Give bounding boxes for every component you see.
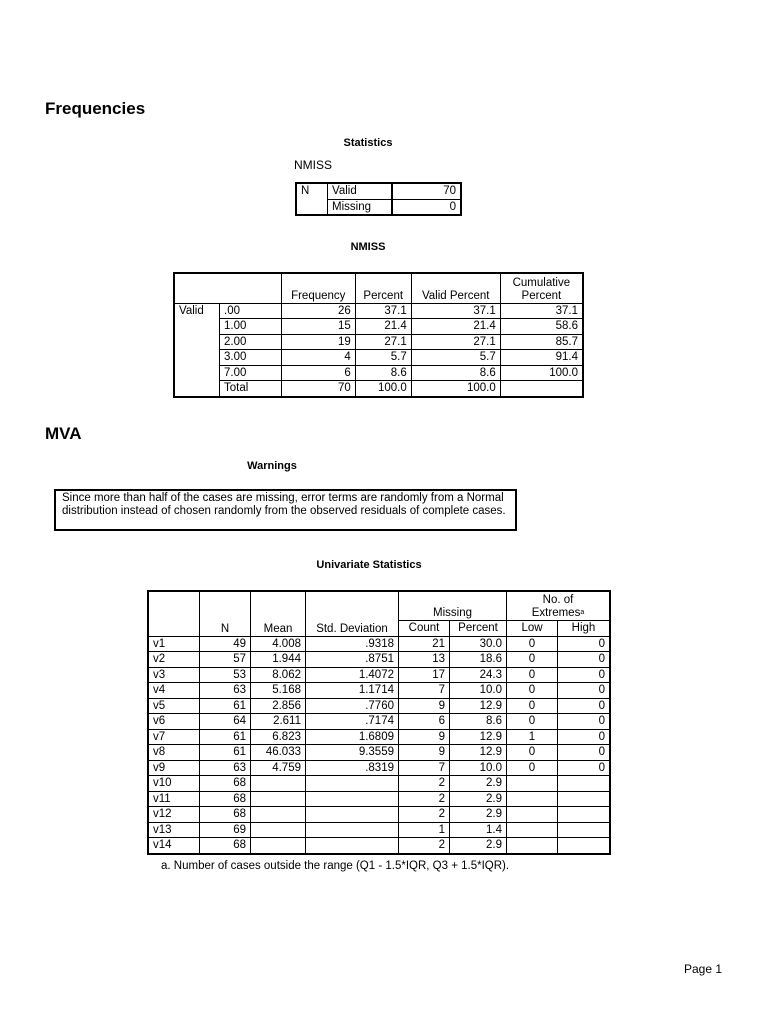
nmiss-header-percent: Percent bbox=[355, 273, 411, 303]
univariate-row bbox=[148, 698, 610, 714]
univariate-footnote: a. Number of cases outside the range (Q1 - 1.5*IQR, Q3 + 1.5*IQR). bbox=[161, 860, 510, 872]
univariate-cell-count: 9 bbox=[399, 729, 450, 745]
univariate-cell-percent: 18.6 bbox=[450, 652, 507, 668]
nmiss-cell-cumulative: 58.6 bbox=[500, 319, 583, 335]
univariate-row bbox=[148, 667, 610, 683]
univariate-cell-high: 0 bbox=[558, 652, 611, 668]
univariate-row-label: v3 bbox=[148, 667, 200, 683]
univariate-cell-std: .7760 bbox=[306, 698, 399, 714]
univariate-cell-low: 0 bbox=[507, 667, 558, 683]
univariate-cell-count: 6 bbox=[399, 714, 450, 730]
univariate-row-label: v12 bbox=[148, 807, 200, 823]
univariate-cell-high bbox=[558, 791, 611, 807]
univariate-row-label: v4 bbox=[148, 683, 200, 699]
nmiss-row-label: 2.00 bbox=[220, 334, 282, 350]
nmiss-group-label: Valid bbox=[174, 303, 220, 397]
univariate-cell-mean: 2.611 bbox=[251, 714, 306, 730]
nmiss-row bbox=[174, 319, 583, 335]
univariate-cell-n: 68 bbox=[200, 776, 251, 792]
nmiss-cell-frequency: 26 bbox=[281, 303, 355, 319]
univariate-cell-mean bbox=[251, 838, 306, 854]
nmiss-header-valid-percent: Valid Percent bbox=[411, 273, 500, 303]
nmiss-cell-valid-percent: 27.1 bbox=[411, 334, 500, 350]
univariate-cell-mean: 4.008 bbox=[251, 636, 306, 652]
univariate-cell-std: .8751 bbox=[306, 652, 399, 668]
univariate-row bbox=[148, 791, 610, 807]
univariate-cell-n: 49 bbox=[200, 636, 251, 652]
univariate-cell-mean: 2.856 bbox=[251, 698, 306, 714]
nmiss-cell-cumulative bbox=[500, 381, 583, 397]
univariate-caption: Univariate Statistics bbox=[316, 559, 422, 571]
univariate-cell-percent: 10.0 bbox=[450, 760, 507, 776]
univariate-row-label: v14 bbox=[148, 838, 200, 854]
univariate-header-missing: Missing bbox=[399, 591, 507, 621]
univariate-row bbox=[148, 776, 610, 792]
univariate-cell-std: 1.1714 bbox=[306, 683, 399, 699]
nmiss-header-cumulative-line1: Cumulative bbox=[512, 276, 571, 289]
univariate-header-low: Low bbox=[507, 621, 558, 637]
univariate-cell-std: .7174 bbox=[306, 714, 399, 730]
univariate-cell-std bbox=[306, 822, 399, 838]
univariate-cell-high bbox=[558, 776, 611, 792]
univariate-header-n: N bbox=[200, 591, 251, 636]
univariate-cell-count: 17 bbox=[399, 667, 450, 683]
univariate-row-label: v8 bbox=[148, 745, 200, 761]
univariate-cell-low: 1 bbox=[507, 729, 558, 745]
univariate-header-count: Count bbox=[399, 621, 450, 637]
univariate-cell-std: .9318 bbox=[306, 636, 399, 652]
univariate-cell-mean: 46.033 bbox=[251, 745, 306, 761]
univariate-cell-n: 64 bbox=[200, 714, 251, 730]
univariate-cell-low bbox=[507, 838, 558, 854]
nmiss-row-label: .00 bbox=[220, 303, 282, 319]
univariate-cell-n: 53 bbox=[200, 667, 251, 683]
univariate-cell-percent: 12.9 bbox=[450, 745, 507, 761]
univariate-cell-percent: 8.6 bbox=[450, 714, 507, 730]
univariate-cell-low bbox=[507, 822, 558, 838]
univariate-cell-n: 63 bbox=[200, 683, 251, 699]
univariate-cell-low: 0 bbox=[507, 714, 558, 730]
univariate-cell-count: 13 bbox=[399, 652, 450, 668]
statistics-caption: Statistics bbox=[343, 137, 393, 149]
univariate-cell-high: 0 bbox=[558, 636, 611, 652]
univariate-cell-mean bbox=[251, 807, 306, 823]
univariate-cell-std bbox=[306, 776, 399, 792]
univariate-cell-std: .8319 bbox=[306, 760, 399, 776]
univariate-header-mean: Mean bbox=[251, 591, 306, 636]
univariate-cell-count: 9 bbox=[399, 745, 450, 761]
univariate-cell-mean bbox=[251, 822, 306, 838]
univariate-cell-high bbox=[558, 838, 611, 854]
univariate-cell-low: 0 bbox=[507, 745, 558, 761]
statistics-table bbox=[295, 182, 462, 216]
nmiss-row bbox=[174, 303, 583, 319]
univariate-cell-percent: 30.0 bbox=[450, 636, 507, 652]
univariate-cell-high: 0 bbox=[558, 745, 611, 761]
univariate-cell-mean: 1.944 bbox=[251, 652, 306, 668]
univariate-cell-mean: 8.062 bbox=[251, 667, 306, 683]
univariate-cell-low: 0 bbox=[507, 636, 558, 652]
univariate-cell-n: 61 bbox=[200, 745, 251, 761]
univariate-cell-percent: 1.4 bbox=[450, 822, 507, 838]
univariate-cell-mean: 5.168 bbox=[251, 683, 306, 699]
univariate-cell-percent: 2.9 bbox=[450, 791, 507, 807]
univariate-row-label: v7 bbox=[148, 729, 200, 745]
univariate-row bbox=[148, 652, 610, 668]
univariate-row bbox=[148, 683, 610, 699]
univariate-header-percent: Percent bbox=[450, 621, 507, 637]
univariate-cell-count: 2 bbox=[399, 776, 450, 792]
univariate-cell-std bbox=[306, 791, 399, 807]
univariate-cell-count: 7 bbox=[399, 683, 450, 699]
univariate-header-std: Std. Deviation bbox=[306, 591, 399, 636]
univariate-row-label: v1 bbox=[148, 636, 200, 652]
univariate-cell-low bbox=[507, 807, 558, 823]
nmiss-caption: NMISS bbox=[350, 241, 386, 253]
univariate-header-extremes bbox=[507, 591, 611, 621]
univariate-row-label: v11 bbox=[148, 791, 200, 807]
univariate-header-extremes-line2: Extremes bbox=[531, 607, 581, 619]
univariate-cell-high: 0 bbox=[558, 714, 611, 730]
univariate-cell-count: 21 bbox=[399, 636, 450, 652]
nmiss-cell-percent: 8.6 bbox=[355, 365, 411, 381]
univariate-cell-percent: 24.3 bbox=[450, 667, 507, 683]
univariate-row-label: v10 bbox=[148, 776, 200, 792]
univariate-row bbox=[148, 760, 610, 776]
univariate-cell-percent: 2.9 bbox=[450, 838, 507, 854]
warnings-box: Since more than half of the cases are missing, error terms are randomly from a Normal distribution instead of chosen randomly from the observed residuals of complete cases. bbox=[54, 489, 517, 531]
nmiss-cell-valid-percent: 100.0 bbox=[411, 381, 500, 397]
statistics-variable-label: NMISS bbox=[294, 158, 333, 172]
univariate-cell-high: 0 bbox=[558, 683, 611, 699]
univariate-header-extremes-line1: No. of bbox=[542, 594, 574, 606]
page-number: Page 1 bbox=[684, 962, 723, 976]
univariate-cell-low: 0 bbox=[507, 683, 558, 699]
nmiss-cell-cumulative: 100.0 bbox=[500, 365, 583, 381]
univariate-cell-n: 57 bbox=[200, 652, 251, 668]
nmiss-cell-frequency: 15 bbox=[281, 319, 355, 335]
statistics-row-value: 70 bbox=[392, 183, 461, 199]
univariate-table bbox=[147, 590, 611, 855]
nmiss-row-label: 1.00 bbox=[220, 319, 282, 335]
nmiss-row-label: Total bbox=[220, 381, 282, 397]
nmiss-row bbox=[174, 365, 583, 381]
nmiss-cell-cumulative: 85.7 bbox=[500, 334, 583, 350]
univariate-cell-high: 0 bbox=[558, 667, 611, 683]
univariate-cell-n: 69 bbox=[200, 822, 251, 838]
univariate-corner bbox=[148, 591, 200, 636]
univariate-cell-mean: 6.823 bbox=[251, 729, 306, 745]
univariate-cell-count: 9 bbox=[399, 698, 450, 714]
statistics-row-value: 0 bbox=[392, 199, 461, 215]
univariate-cell-std bbox=[306, 838, 399, 854]
univariate-row bbox=[148, 745, 610, 761]
nmiss-row-label: 7.00 bbox=[220, 365, 282, 381]
univariate-cell-mean: 4.759 bbox=[251, 760, 306, 776]
nmiss-header-frequency: Frequency bbox=[281, 273, 355, 303]
univariate-cell-mean bbox=[251, 791, 306, 807]
nmiss-cell-frequency: 4 bbox=[281, 350, 355, 366]
nmiss-cell-percent: 5.7 bbox=[355, 350, 411, 366]
nmiss-cell-cumulative: 91.4 bbox=[500, 350, 583, 366]
univariate-cell-std: 9.3559 bbox=[306, 745, 399, 761]
univariate-row bbox=[148, 636, 610, 652]
univariate-cell-low: 0 bbox=[507, 760, 558, 776]
univariate-cell-n: 68 bbox=[200, 807, 251, 823]
univariate-cell-n: 68 bbox=[200, 838, 251, 854]
univariate-cell-count: 2 bbox=[399, 838, 450, 854]
univariate-row-label: v6 bbox=[148, 714, 200, 730]
univariate-cell-low bbox=[507, 791, 558, 807]
univariate-row-label: v5 bbox=[148, 698, 200, 714]
univariate-row bbox=[148, 838, 610, 854]
univariate-cell-percent: 12.9 bbox=[450, 729, 507, 745]
univariate-cell-percent: 12.9 bbox=[450, 698, 507, 714]
nmiss-row bbox=[174, 381, 583, 397]
univariate-row-label: v13 bbox=[148, 822, 200, 838]
nmiss-cell-valid-percent: 5.7 bbox=[411, 350, 500, 366]
nmiss-cell-valid-percent: 8.6 bbox=[411, 365, 500, 381]
nmiss-corner bbox=[174, 273, 281, 303]
warnings-caption: Warnings bbox=[247, 460, 297, 472]
statistics-row-label: Missing bbox=[328, 199, 393, 215]
statistics-row-label: Valid bbox=[328, 183, 393, 199]
univariate-cell-std bbox=[306, 807, 399, 823]
univariate-cell-n: 61 bbox=[200, 698, 251, 714]
univariate-cell-std: 1.4072 bbox=[306, 667, 399, 683]
univariate-cell-high bbox=[558, 822, 611, 838]
univariate-row bbox=[148, 714, 610, 730]
univariate-header-high: High bbox=[558, 621, 611, 637]
univariate-cell-n: 63 bbox=[200, 760, 251, 776]
nmiss-row bbox=[174, 334, 583, 350]
nmiss-cell-percent: 27.1 bbox=[355, 334, 411, 350]
univariate-cell-high: 0 bbox=[558, 729, 611, 745]
nmiss-header-cumulative bbox=[500, 273, 583, 303]
univariate-cell-count: 2 bbox=[399, 791, 450, 807]
nmiss-cell-percent: 21.4 bbox=[355, 319, 411, 335]
univariate-cell-mean bbox=[251, 776, 306, 792]
nmiss-cell-valid-percent: 21.4 bbox=[411, 319, 500, 335]
univariate-cell-count: 2 bbox=[399, 807, 450, 823]
univariate-cell-percent: 2.9 bbox=[450, 807, 507, 823]
univariate-row-label: v2 bbox=[148, 652, 200, 668]
univariate-cell-high bbox=[558, 807, 611, 823]
univariate-cell-count: 7 bbox=[399, 760, 450, 776]
mva-heading: MVA bbox=[45, 424, 82, 443]
univariate-cell-high: 0 bbox=[558, 760, 611, 776]
univariate-cell-high: 0 bbox=[558, 698, 611, 714]
nmiss-table bbox=[173, 272, 584, 398]
nmiss-cell-cumulative: 37.1 bbox=[500, 303, 583, 319]
univariate-cell-low: 0 bbox=[507, 652, 558, 668]
statistics-n-label: N bbox=[296, 183, 328, 215]
univariate-cell-std: 1.6809 bbox=[306, 729, 399, 745]
nmiss-header-cumulative-line2: Percent bbox=[521, 289, 562, 302]
univariate-cell-percent: 10.0 bbox=[450, 683, 507, 699]
univariate-cell-n: 68 bbox=[200, 791, 251, 807]
univariate-cell-n: 61 bbox=[200, 729, 251, 745]
nmiss-row bbox=[174, 350, 583, 366]
univariate-cell-low: 0 bbox=[507, 698, 558, 714]
nmiss-cell-valid-percent: 37.1 bbox=[411, 303, 500, 319]
univariate-row bbox=[148, 822, 610, 838]
footnote-marker: a bbox=[580, 609, 585, 616]
univariate-row bbox=[148, 729, 610, 745]
univariate-row-label: v9 bbox=[148, 760, 200, 776]
univariate-row bbox=[148, 807, 610, 823]
nmiss-cell-percent: 37.1 bbox=[355, 303, 411, 319]
nmiss-cell-frequency: 70 bbox=[281, 381, 355, 397]
univariate-cell-count: 1 bbox=[399, 822, 450, 838]
univariate-cell-low bbox=[507, 776, 558, 792]
nmiss-cell-frequency: 19 bbox=[281, 334, 355, 350]
nmiss-cell-frequency: 6 bbox=[281, 365, 355, 381]
nmiss-cell-percent: 100.0 bbox=[355, 381, 411, 397]
frequencies-heading: Frequencies bbox=[45, 99, 146, 118]
nmiss-row-label: 3.00 bbox=[220, 350, 282, 366]
univariate-cell-percent: 2.9 bbox=[450, 776, 507, 792]
